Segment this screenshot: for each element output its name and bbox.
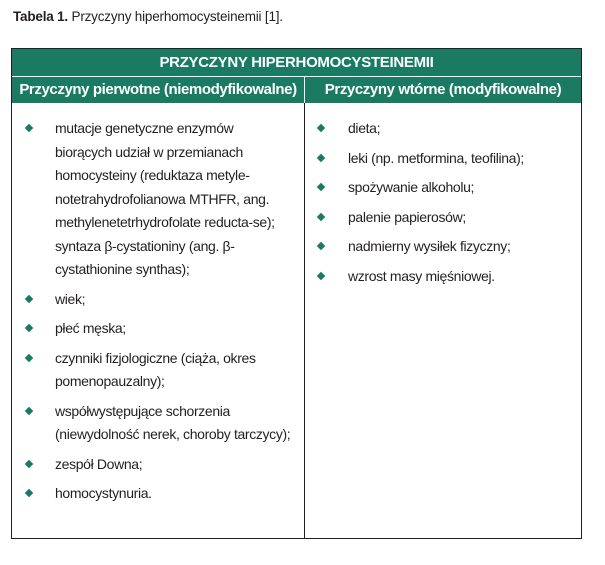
list-item-text: homocystynuria. [55,485,152,501]
list-item-text: spożywanie alkoholu; [348,179,475,195]
list-item-text: płeć męska; [55,320,126,336]
diamond-bullet-icon [25,406,33,414]
diamond-bullet-icon [317,271,325,279]
list-item [12,400,292,447]
diamond-bullet-icon [25,459,33,467]
column-header-primary: Przyczyny pierwotne (niemodyfikowalne) [19,81,297,98]
list-item [305,265,575,289]
list-item-text: współwystępujące schorzenia (niewydolność nerek, choroby tarczycy); [55,402,291,442]
secondary-causes-list [305,117,575,294]
list-item [305,147,575,171]
list-item-text: dieta; [348,120,381,136]
list-item [12,288,292,312]
list-item [305,176,575,200]
diamond-bullet-icon [25,294,33,302]
list-item-text: czynniki fizjologiczne (ciąża, okres pomenopauzalny); [55,349,256,389]
diamond-bullet-icon [317,212,325,220]
diamond-bullet-icon [317,242,325,250]
diamond-bullet-icon [25,324,33,332]
caption-text: Przyczyny hiperhomocysteinemii [1]. [67,9,283,24]
list-item-text: nadmierny wysiłek fizyczny; [348,238,511,254]
list-item-text: palenie papierosów; [348,208,466,225]
list-item [305,117,575,141]
list-item-text: wzrost masy mięśniowej. [348,267,495,284]
list-item [12,117,292,282]
table-title: PRZYCZYNY HIPERHOMOCYSTEINEMII [12,49,581,76]
causes-table [11,48,582,539]
diamond-bullet-icon [25,489,33,497]
diamond-bullet-icon [317,183,325,191]
diamond-bullet-icon [317,124,325,132]
list-item [12,347,292,394]
list-item-text: mutacje genetyczne enzymów biorących udział w przemianach homocysteiny (reduktaza metyle-notetrahydrofolianowa MTHFR, ang. methylenetetrhydrofolate reducta-se); syntaza β-cystationiny (ang. β-cystathionine synthas); [55,120,275,277]
list-item [305,235,575,259]
column-header-secondary: Przyczyny wtórne (modyfikowalne) [324,81,562,98]
caption-label: Tabela 1. [13,9,68,24]
primary-causes-list [12,117,292,512]
list-item [305,206,575,230]
diamond-bullet-icon [25,124,33,132]
list-item-text: zespół Downa; [55,455,143,472]
list-item-text: leki (np. metformina, teofilina); [348,149,524,166]
list-item [12,317,292,341]
table-caption [13,9,283,24]
list-item-text: wiek; [55,290,86,307]
table-header-row [12,76,581,103]
list-item [12,482,292,506]
diamond-bullet-icon [317,153,325,161]
diamond-bullet-icon [25,353,33,361]
list-item [12,453,292,477]
